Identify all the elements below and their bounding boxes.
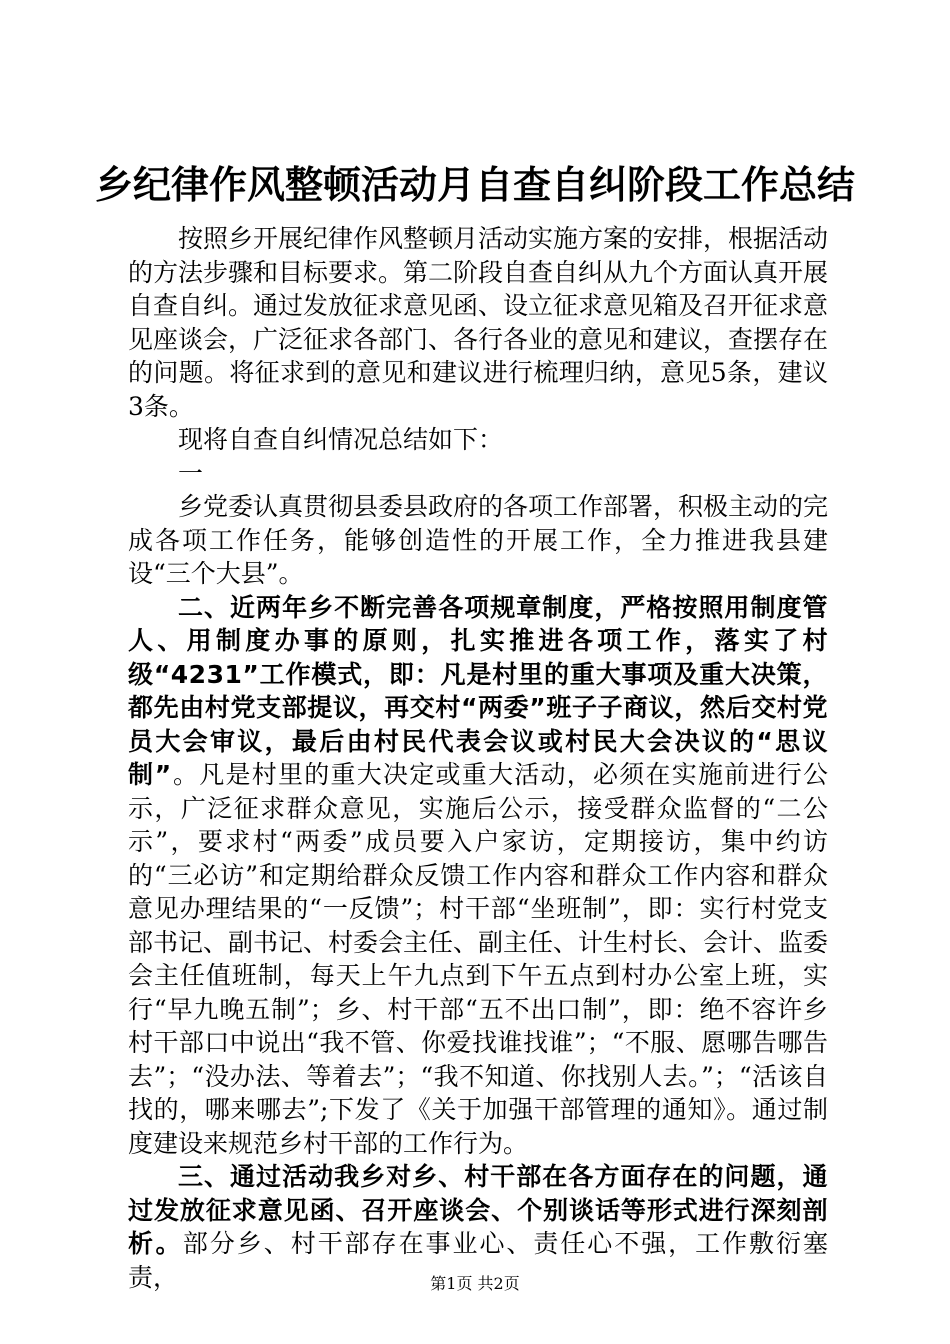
section-two-text: 。凡是村里的重大决定或重大活动，必须在实施前进行公示，广泛征求群众意见，实施后公示，接受群众监督的“二公示”，要求村“两委”成员要入户家访，定期接访，集中约访的“三必访”和定期给群众反馈工作内容和群众工作内容和群众意见办理结果的“一反馈”；村干部“坐班制”，即：实行村党支部书记、副书记、村委会主任、副主任、计生村长、会计、监委会主任值班制，每天上午九点到下午五点到村办公室上班，实行“早九晚五制”；乡、村干部“五不出口制”，即：绝不容许乡村干部口中说出“我不管、你爱找谁找谁”；“不服、愿哪告哪告去”；“没办法、等着去”；“我不知道、你找别人去。”；“活该自找的，哪来哪去”;下发了《关于加强干部管理的通知》。通过制度建设来规范乡村干部的工作行为。 <box>128 760 829 1158</box>
section-one-number: 一 <box>178 458 204 488</box>
paragraph-summary-lead: 现将自查自纠情况总结如下： <box>178 425 504 454</box>
paragraph-intro: 按照乡开展纪律作风整顿月活动实施方案的安排，根据活动的方法步骤和目标要求。第二阶段自查自纠从九个方面认真开展自查自纠。通过发放征求意见函、设立征求意见箱及召开征求意见座谈会，广泛征求各部门、各行各业的意见和建议，查摆存在的问题。将征求到的意见和建议进行梳理归纳，意见5条，建议3条。 <box>128 224 829 421</box>
page-footer: 第1页 共2页 <box>430 1274 520 1293</box>
paragraph-section-two <box>128 591 828 1161</box>
section-three-text: 部分乡、村干部存在事业心、责任心不强，工作敷衍塞责， <box>128 1229 828 1292</box>
section-three-bold-text: 三、通过活动我乡对乡、村干部在各方面存在的问题，通过发放征求意见函、召开座谈会、个别谈话等形式进行深刻剖析。 <box>128 1162 828 1258</box>
paragraph-section-one: 乡党委认真贯彻县委县政府的各项工作部署，积极主动的完成各项工作任务，能够创造性的开展工作，全力推进我县建设“三个大县”。 <box>128 492 829 588</box>
document-body <box>128 222 828 1294</box>
section-two-bold-text: 二、近两年乡不断完善各项规章制度，严格按照用制度管人、用制度办事的原则，扎实推进各项工作，落实了村级“4231”工作模式，即：凡是村里的重大事项及重大决策，都先由村党支部提议，再交村“两委”班子子商议，然后交村党员大会审议，最后由村民代表会议或村民大会决议的“思议制” <box>128 592 828 789</box>
document-title: 乡纪律作风整顿活动月自查自纠阶段工作总结 <box>94 163 855 207</box>
